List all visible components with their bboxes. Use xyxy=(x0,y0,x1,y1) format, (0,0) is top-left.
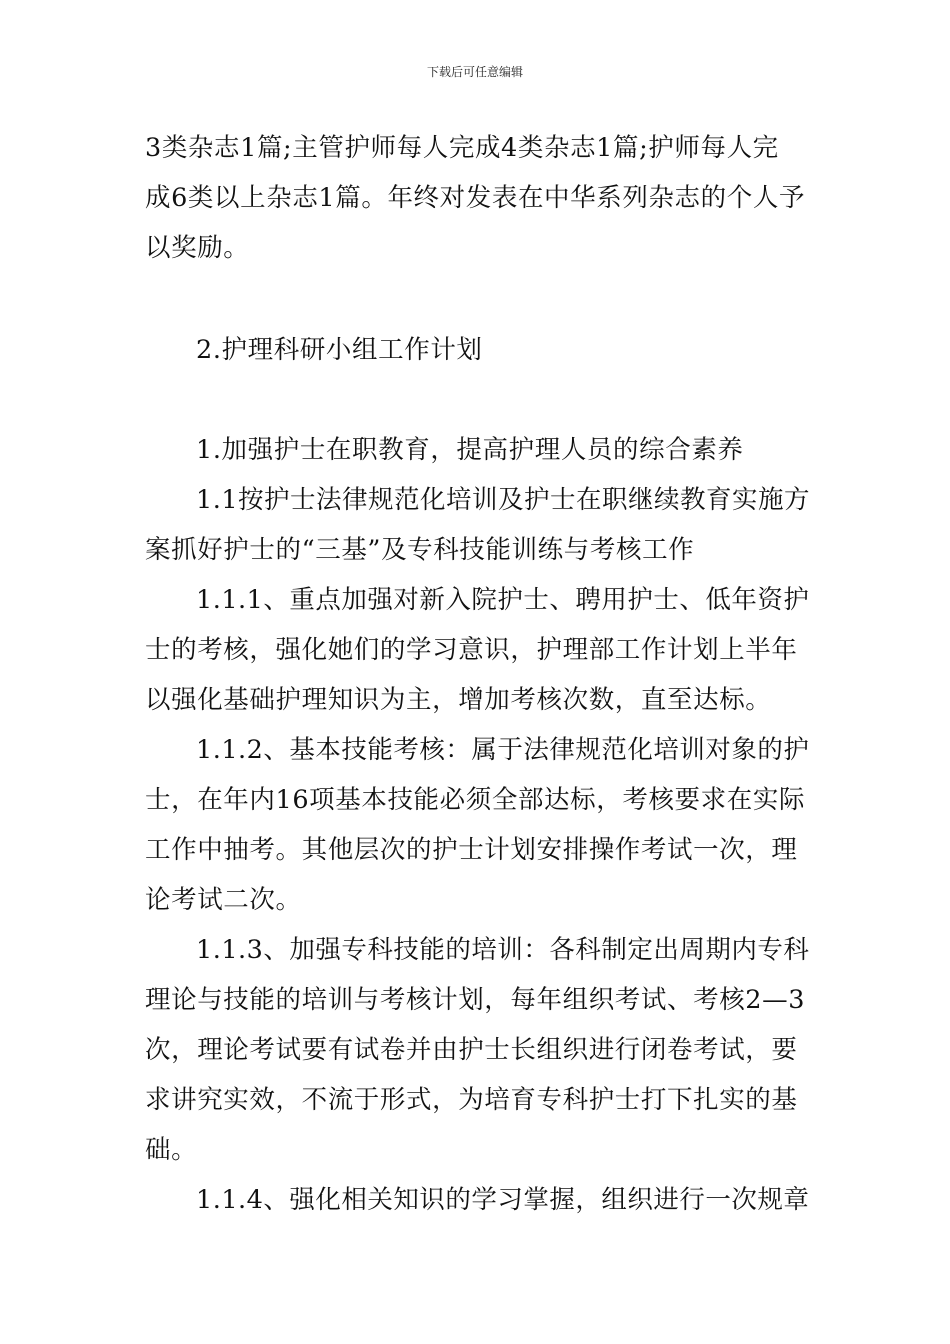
text-line: 成6类以上杂志1篇。年终对发表在中华系列杂志的个人予 xyxy=(145,183,806,213)
text-line: 求讲究实效，不流于形式，为培育专科护士打下扎实的基 xyxy=(145,1085,798,1115)
section-heading: 2.护理科研小组工作计划 xyxy=(196,335,483,365)
text-line: 以强化基础护理知识为主，增加考核次数，直至达标。 xyxy=(145,685,772,715)
text-line: 士的考核，强化她们的学习意识，护理部工作计划上半年 xyxy=(145,635,798,665)
text-line: 1.1.2、基本技能考核：属于法律规范化培训对象的护 xyxy=(196,735,810,765)
text-line: 1.1按护士法律规范化培训及护士在职继续教育实施方 xyxy=(196,485,811,515)
text-line: 士，在年内16项基本技能必须全部达标，考核要求在实际 xyxy=(145,785,806,815)
text-line: 1.加强护士在职教育，提高护理人员的综合素养 xyxy=(196,435,744,465)
text-line: 以奖励。 xyxy=(145,233,250,263)
text-line: 1.1.1、重点加强对新入院护士、聘用护士、低年资护 xyxy=(196,585,810,615)
text-line: 案抓好护士的“三基”及专科技能训练与考核工作 xyxy=(145,535,695,565)
page-header: 下载后可任意编辑 xyxy=(426,65,523,79)
text-line: 工作中抽考。其他层次的护士计划安排操作考试一次，理 xyxy=(145,835,798,865)
text-line: 次，理论考试要有试卷并由护士长组织进行闭卷考试，要 xyxy=(145,1035,798,1065)
text-line: 理论与技能的培训与考核计划，每年组织考试、考核2—3 xyxy=(145,985,806,1015)
text-line: 1.1.3、加强专科技能的培训：各科制定出周期内专科 xyxy=(196,935,810,965)
text-line: 论考试二次。 xyxy=(145,885,302,915)
text-line: 础。 xyxy=(145,1135,198,1165)
text-line: 3类杂志1篇;主管护师每人完成4类杂志1篇;护师每人完 xyxy=(145,133,779,163)
text-line: 1.1.4、强化相关知识的学习掌握，组织进行一次规章 xyxy=(196,1185,810,1215)
